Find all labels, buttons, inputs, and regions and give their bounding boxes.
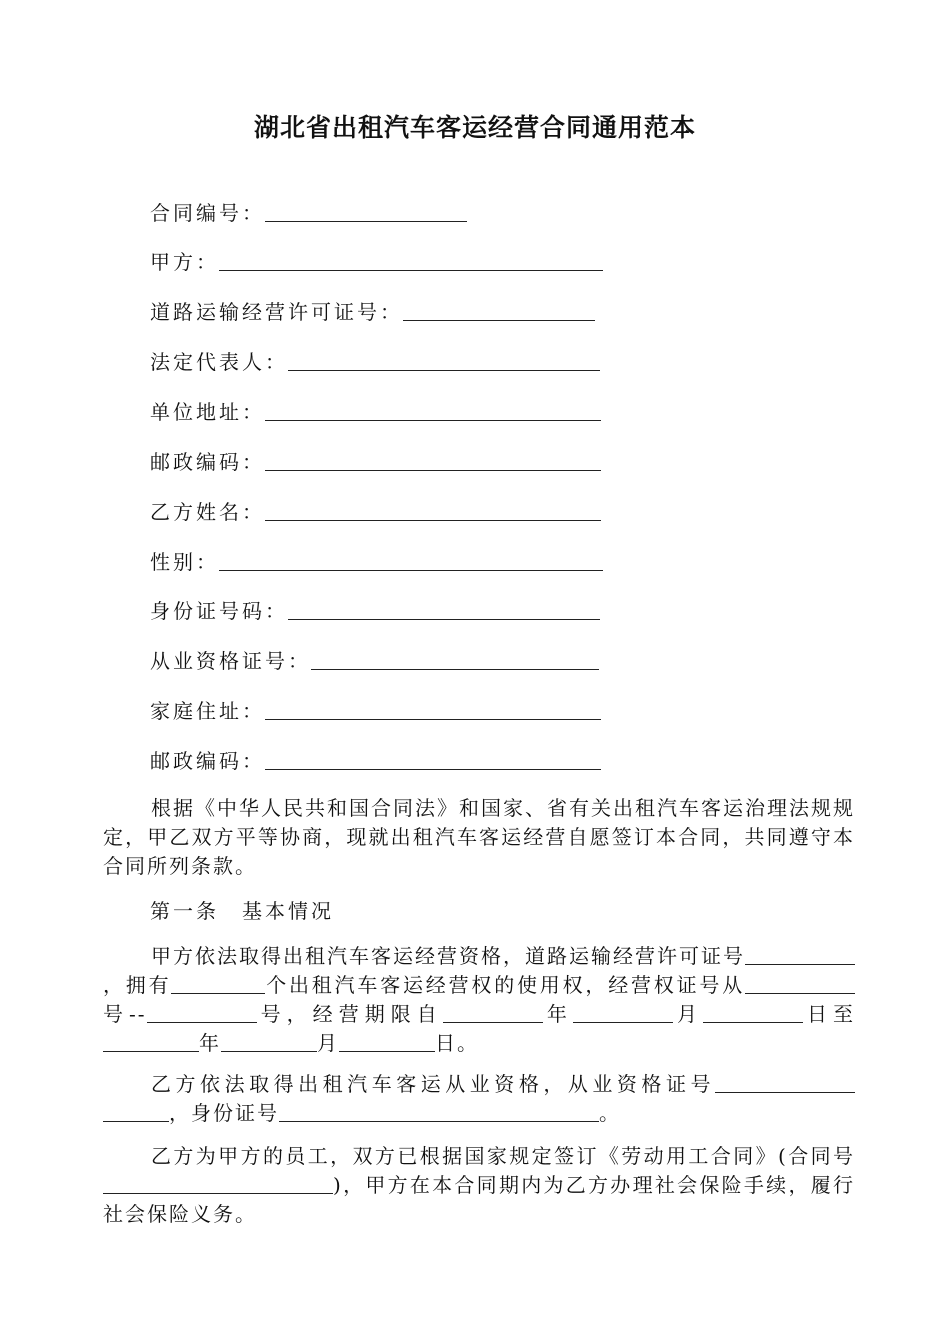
blank-line bbox=[103, 1175, 333, 1194]
blank-line bbox=[311, 643, 599, 670]
text: ，身份证号 bbox=[169, 1101, 279, 1125]
blank-line bbox=[339, 1033, 435, 1052]
blank-line bbox=[103, 1103, 169, 1122]
field-label: 合同编号： bbox=[150, 201, 265, 225]
field-party-a bbox=[150, 245, 603, 275]
field-label: 乙方姓名： bbox=[150, 500, 265, 524]
field-label: 道路运输经营许可证号： bbox=[150, 300, 403, 324]
field-legal-rep bbox=[150, 345, 600, 375]
blank-line bbox=[403, 294, 595, 321]
field-label: 身份证号码： bbox=[150, 599, 288, 623]
text: 年 bbox=[199, 1031, 221, 1055]
field-contract-number bbox=[150, 196, 467, 226]
text: 日至 bbox=[802, 1002, 856, 1026]
blank-line bbox=[265, 394, 601, 421]
blank-line bbox=[288, 593, 600, 620]
field-label: 法定代表人： bbox=[150, 350, 288, 374]
field-label: 邮政编码： bbox=[150, 749, 265, 773]
text: 月 bbox=[672, 1002, 703, 1026]
text: 日。 bbox=[435, 1031, 479, 1055]
text: ，拥有 bbox=[103, 973, 172, 997]
field-label: 家庭住址： bbox=[150, 699, 265, 723]
field-address bbox=[150, 395, 601, 425]
text: 甲方依法取得出租汽车客运经营资格，道路运输经营许可证号 bbox=[151, 944, 745, 968]
blank-line bbox=[219, 544, 603, 571]
field-id-number bbox=[150, 594, 600, 624]
field-home-address bbox=[150, 694, 601, 724]
field-gender bbox=[150, 545, 603, 575]
text: 乙方依法取得出租汽车客运从业资格，从业资格证号 bbox=[151, 1072, 715, 1096]
blank-line bbox=[265, 195, 467, 222]
blank-line bbox=[171, 975, 265, 994]
blank-line bbox=[805, 946, 855, 965]
article-1-heading: 第一条 基本情况 bbox=[150, 899, 334, 923]
text: 个出租汽车客运经营权的使用权，经营权证号从 bbox=[265, 973, 746, 997]
blank-line bbox=[703, 1004, 803, 1023]
intro-paragraph: 根据《中华人民共和国合同法》和国家、省有关出租汽车客运治理法规规定，甲乙双方平等协商，现就出租汽车客运经营自愿签订本合同，共同遵守本合同所列条款。 bbox=[103, 796, 855, 878]
field-postcode-a bbox=[150, 445, 601, 475]
blank-line bbox=[221, 1033, 317, 1052]
field-qualification bbox=[150, 644, 599, 674]
field-transport-license bbox=[150, 295, 595, 325]
blank-line bbox=[288, 344, 600, 371]
text: 乙方为甲方的员工，双方已根据国家规定签订《劳动用工合同》(合同号 bbox=[151, 1144, 855, 1168]
text: 月 bbox=[317, 1031, 339, 1055]
blank-line bbox=[103, 1033, 199, 1052]
blank-line bbox=[219, 244, 603, 271]
field-label: 性别： bbox=[150, 550, 219, 574]
blank-line bbox=[745, 975, 855, 994]
field-party-b-name bbox=[150, 495, 601, 525]
blank-line bbox=[265, 494, 601, 521]
blank-line bbox=[715, 1074, 855, 1093]
text: )，甲方在本合同期内为乙方办理社会保险手续，履行社会保险义务。 bbox=[103, 1173, 855, 1226]
paragraph-qualification bbox=[103, 1070, 855, 1128]
blank-line bbox=[265, 693, 601, 720]
field-label: 甲方： bbox=[150, 250, 219, 274]
text: 号-- bbox=[103, 1002, 147, 1026]
text: 年 bbox=[542, 1002, 573, 1026]
blank-line bbox=[745, 946, 805, 965]
field-postcode-b bbox=[150, 744, 601, 774]
blank-line bbox=[443, 1004, 543, 1023]
field-label: 单位地址： bbox=[150, 400, 265, 424]
blank-line bbox=[265, 444, 601, 471]
blank-line bbox=[265, 743, 601, 770]
field-label: 从业资格证号： bbox=[150, 649, 311, 673]
blank-line bbox=[279, 1103, 599, 1122]
field-label: 邮政编码： bbox=[150, 450, 265, 474]
document-title: 湖北省出租汽车客运经营合同通用范本 bbox=[253, 113, 696, 142]
blank-line bbox=[573, 1004, 673, 1023]
paragraph-basic-info bbox=[103, 942, 855, 1058]
text: 号，经营期限自 bbox=[256, 1002, 443, 1026]
blank-line bbox=[147, 1004, 257, 1023]
text: 。 bbox=[599, 1101, 621, 1125]
paragraph-employment bbox=[103, 1142, 855, 1229]
